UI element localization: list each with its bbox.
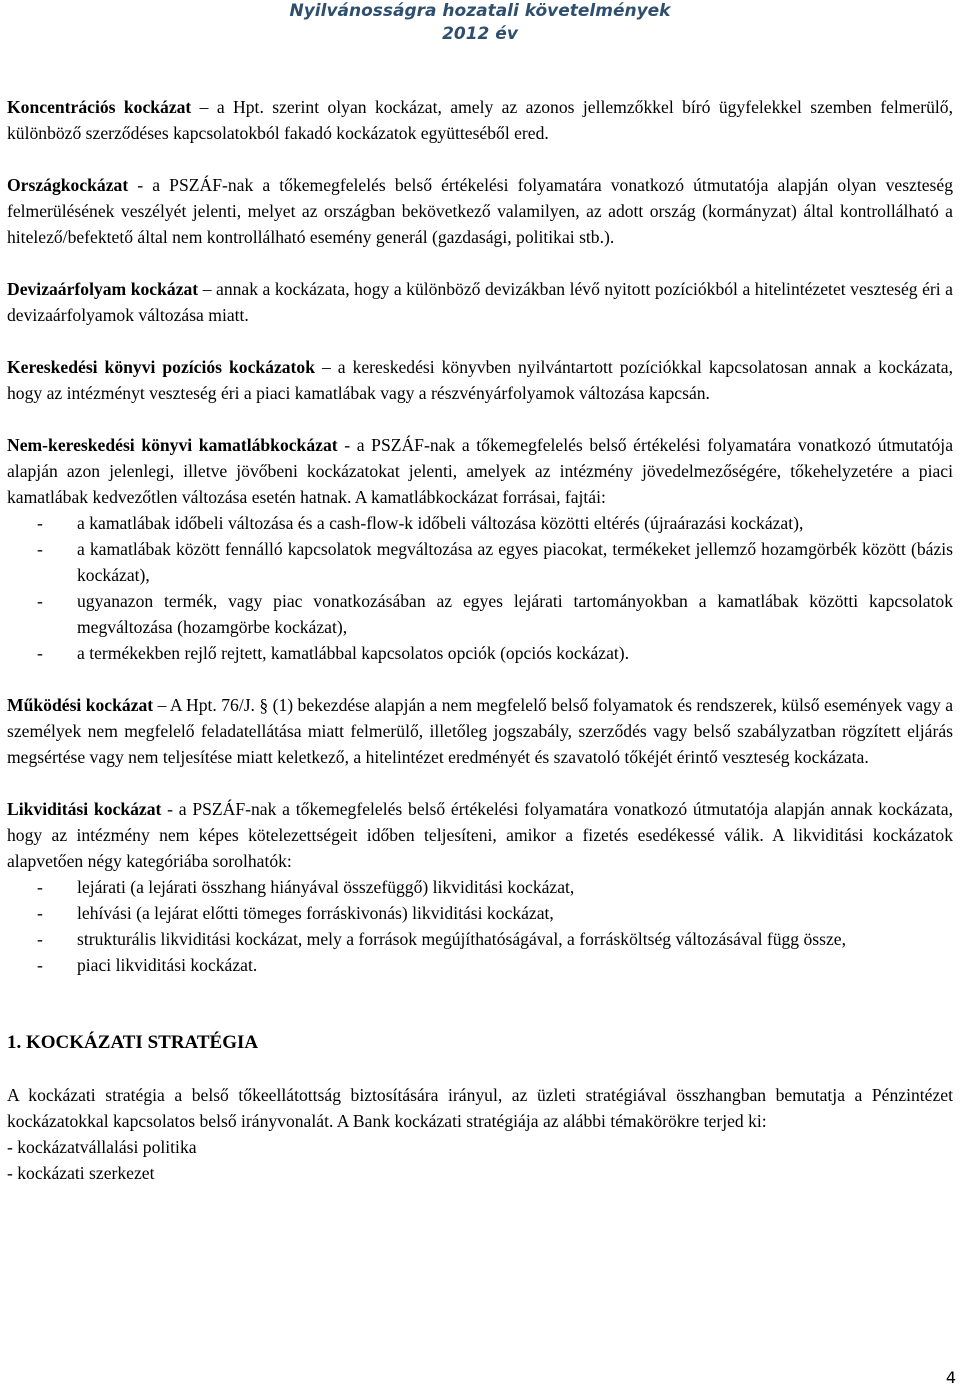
list-item: - lejárati (a lejárati összhang hiányával összefüggő) likviditási kockázat, [37, 877, 575, 897]
paragraph-kereskedesi [7, 354, 953, 406]
text-likviditasi: - a PSZÁF-nak a tőkemegfelelés belső értékelési folyamatára vonatkozó útmutatója alapján annak kockázata, hogy az intézmény nem képes kötelezettségeit időben teljesíteni, amikor a fizetés esedékessé válik. A likviditási kockázatok alapvetően négy kategóriába sorolhatók: [7, 799, 954, 871]
text-koncentracios: – a Hpt. szerint olyan kockázat, amely az azonos jellemzőkkel bíró ügyfelekkel szemben felmerülő, különböző szerződéses kapcsolatokból fakadó kockázatok együtteséből ered. [7, 97, 953, 143]
list-item: - a kamatlábak között fennálló kapcsolatok megváltozása az egyes piacokat, termékeket jellemző hozamgörbék között (bázis kockázat), [37, 539, 953, 585]
header-title: Nyilvánosságra hozatali követelmények [289, 1, 671, 21]
section-item: - kockázati szerkezet [7, 1163, 155, 1183]
paragraph-koncentracios [7, 94, 953, 146]
section-item: - kockázatvállalási politika [7, 1137, 197, 1157]
page-number: 4 [945, 1368, 956, 1387]
page-header [0, 0, 960, 46]
paragraph-orszag [7, 172, 953, 250]
term-orszag: Országkockázat [7, 175, 129, 195]
document-body [7, 94, 953, 1186]
list-item: - lehívási (a lejárat előtti tömeges forráskivonás) likviditási kockázat, [37, 903, 554, 923]
paragraph-nem-kereskedesi [7, 432, 953, 510]
term-koncentracios: Koncentrációs kockázat [7, 97, 192, 117]
header-year: 2012 év [442, 24, 518, 44]
section-intro: A kockázati stratégia a belső tőkeellátottság biztosítására irányul, az üzleti stratégiával összhangban bemutatja a Pénzintézet kockázatokkal kapcsolatos belső irányvonalát. A Bank kockázati stratégiája az alábbi témakörökre terjed ki: [7, 1085, 953, 1131]
list-item: - a kamatlábak időbeli változása és a cash-flow-k időbeli változása közötti eltérés (újraárazási kockázat), [37, 513, 804, 533]
text-orszag: - a PSZÁF-nak a tőkemegfelelés belső értékelési folyamatára vonatkozó útmutatója alapján olyan veszteség felmerülésének veszélyét jelenti, melyet az országban bekövetkező valamilyen, az adott ország (kormányzat) által kontrollálható a hitelező/befektető által nem kontrollálható esemény generál (gazdasági, politikai stb.). [7, 175, 953, 247]
term-nem-kereskedesi: Nem-kereskedési könyvi kamatlábkockázat [7, 435, 338, 455]
term-likviditasi: Likviditási kockázat [7, 799, 162, 819]
paragraph-deviza [7, 276, 953, 328]
term-kereskedesi: Kereskedési könyvi pozíciós kockázatok [7, 357, 316, 377]
paragraph-likviditasi [7, 796, 953, 874]
section-title: 1. KOCKÁZATI STRATÉGIA [7, 1032, 259, 1053]
list-item: - a termékekben rejlő rejtett, kamatlábbal kapcsolatos opciók (opciós kockázat). [37, 643, 630, 663]
list-item: - ugyanazon termék, vagy piac vonatkozásában az egyes lejárati tartományokban a kamatlábak közötti kapcsolatok megváltozása (hozamgörbe kockázat), [37, 591, 953, 637]
term-deviza: Devizaárfolyam kockázat [7, 279, 199, 299]
text-mukodesi: – A Hpt. 76/J. § (1) bekezdése alapján a nem megfelelő belső folyamatok és rendszerek, külső események vagy a személyek nem megfelelő feladatellátása miatt felmerülő, illetőleg jogszabály, szerződés vagy belső szabályzatban rögzített eljárás megsértése vagy nem teljesítése miatt keletkező, a hitelintézet eredményét és szavatoló tőkéjét érintő veszteség kockázata. [7, 695, 953, 767]
paragraph-mukodesi [7, 692, 953, 770]
text-nem-kereskedesi: - a PSZÁF-nak a tőkemegfelelés belső értékelési folyamatára vonatkozó útmutatója alapján azon jelenlegi, illetve jövőbeni kockázatokat jelenti, amelyek az intézmény jövedelmezőségére, tőkehelyzetére a piaci kamatlábak kedvezőtlen változása esetén hatnak. A kamatlábkockázat forrásai, fajtái: [7, 435, 954, 507]
term-mukodesi: Működési kockázat [7, 695, 154, 715]
text-deviza: – annak a kockázata, hogy a különböző devizákban lévő nyitott pozíciókból a hitelintézetet veszteség éri a devizaárfolyamok változása miatt. [7, 279, 953, 325]
text-kereskedesi: – a kereskedési könyvben nyilvántartott pozíciókkal kapcsolatosan annak a kockázata, hogy az intézményt veszteség éri a piaci kamatlábak vagy a részvényárfolyamok változása kapcsán. [7, 357, 954, 403]
likviditasi-categories-list [7, 874, 953, 978]
list-item: - piaci likviditási kockázat. [37, 955, 258, 975]
list-item: - strukturális likviditási kockázat, mely a források megújíthatóságával, a forrásköltség változásával függ össze, [37, 929, 847, 949]
kamatlab-sources-list [7, 510, 953, 666]
